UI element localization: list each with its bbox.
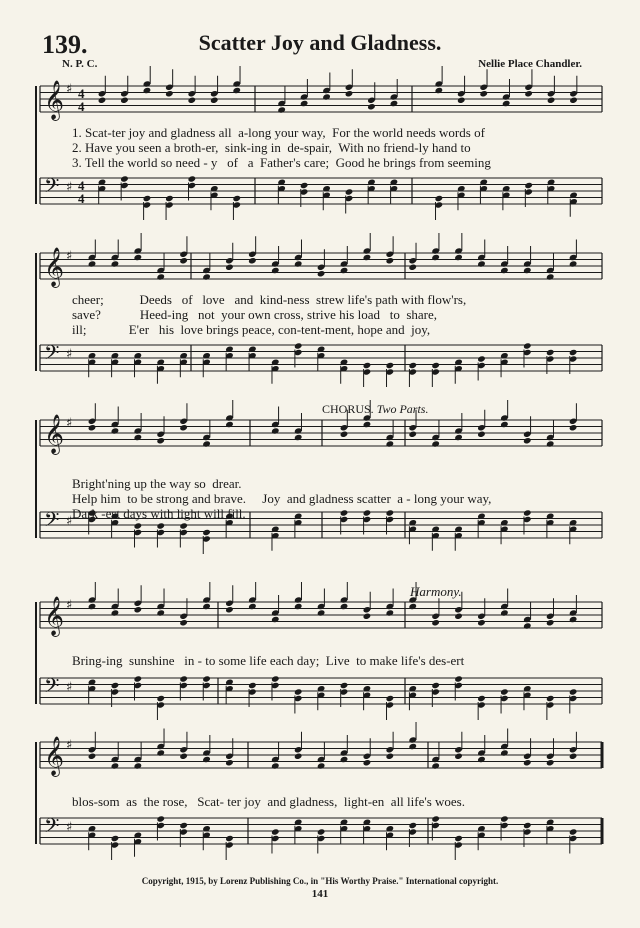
sharp-icon: ♯ (66, 514, 73, 529)
note-head (546, 440, 555, 447)
time-signature: 4 (78, 99, 85, 114)
note-head (367, 103, 376, 110)
note-head (134, 522, 143, 529)
note-head (179, 619, 188, 626)
note-head (431, 440, 440, 447)
note-head (202, 756, 211, 763)
note-head (271, 616, 280, 623)
note-head (120, 175, 129, 182)
lyric-line: 2. Have you seen a broth-er, sink-ing in de-spair, With no friend-ly hand to (72, 140, 471, 155)
note-head (225, 421, 234, 428)
note-head (165, 90, 174, 97)
note-head (363, 421, 372, 428)
note-head (569, 97, 578, 104)
note-head (386, 509, 395, 516)
lyric-line: save? Heed-ing not your own cross, strive his load to share, (72, 307, 438, 322)
note-head (300, 182, 309, 189)
note-head (546, 695, 555, 702)
sharp-icon: ♯ (66, 820, 73, 835)
sharp-icon: ♯ (66, 680, 73, 695)
note-head (88, 603, 97, 610)
note-head (188, 175, 197, 182)
note-head (340, 682, 349, 689)
note-head (502, 100, 511, 107)
bass-clef-icon: 𝄢 (44, 674, 60, 702)
time-signature: 4 (78, 191, 85, 206)
note-head (500, 688, 509, 695)
note-head (225, 759, 234, 766)
lyric-line: Dark -est days with light will fill. (72, 506, 246, 521)
note-head (294, 603, 303, 610)
note-head (179, 522, 188, 529)
note-head (408, 822, 417, 829)
note-head (143, 195, 152, 202)
page-number: 141 (311, 888, 329, 900)
note-head (271, 267, 280, 274)
sharp-icon: ♯ (66, 416, 73, 431)
lyric-line: blos-som as the rose, Scat- ter joy and gladness, light-en all life's woes. (72, 794, 465, 809)
note-head (454, 835, 463, 842)
note-head (88, 424, 97, 431)
note-head (294, 688, 303, 695)
note-head (390, 100, 399, 107)
note-head (271, 828, 280, 835)
lyric-line: 1. Scat-ter joy and gladness all a-long your way, For the world needs words of (72, 125, 485, 140)
note-head (477, 260, 486, 267)
note-head (363, 254, 372, 261)
note-head (111, 682, 120, 689)
note-head (500, 815, 509, 822)
note-head (202, 675, 211, 682)
note-head (386, 753, 395, 760)
note-head (546, 619, 555, 626)
sharp-icon: ♯ (66, 249, 73, 264)
note-head (317, 270, 326, 277)
lyric-line: Bright'ning up the way so drear. (72, 476, 242, 491)
note-head (179, 424, 188, 431)
note-head (363, 362, 372, 369)
note-head (477, 756, 486, 763)
sharp-icon: ♯ (66, 347, 73, 362)
sharp-icon: ♯ (66, 598, 73, 613)
note-head (523, 342, 532, 349)
note-head (524, 182, 533, 189)
bass-clef-icon: 𝄢 (44, 508, 60, 536)
sharp-icon: ♯ (66, 82, 73, 97)
lyric-line: Bring-ing sunshine in - to some life each day; Live to make life's des-ert (72, 653, 465, 668)
note-head (156, 749, 165, 756)
note-head (569, 616, 578, 623)
note-head (248, 603, 257, 610)
note-head (225, 264, 234, 271)
note-head (156, 522, 165, 529)
note-head (88, 753, 97, 760)
note-head (363, 759, 372, 766)
note-head (524, 90, 533, 97)
note-head (477, 619, 486, 626)
note-head (500, 267, 509, 274)
note-head (179, 675, 188, 682)
note-head (202, 603, 211, 610)
note-head (156, 273, 165, 280)
sharp-icon: ♯ (66, 738, 73, 753)
treble-clef-icon: 𝄞 (44, 414, 65, 454)
note-head (202, 273, 211, 280)
note-head (294, 753, 303, 760)
note-head (294, 342, 303, 349)
note-head (408, 264, 417, 271)
note-head (156, 609, 165, 616)
note-head (111, 427, 120, 434)
note-head (179, 822, 188, 829)
note-head (386, 695, 395, 702)
note-head (317, 762, 326, 769)
note-head (156, 695, 165, 702)
note-head (408, 743, 417, 750)
note-head (179, 753, 188, 760)
time-signature: 4 (78, 178, 85, 193)
note-head (340, 267, 349, 274)
note-head (477, 355, 486, 362)
note-head (386, 257, 395, 264)
treble-clef-icon: 𝄞 (44, 736, 65, 776)
note-head (569, 349, 578, 356)
note-head (134, 254, 143, 261)
note-head (111, 260, 120, 267)
note-head (479, 90, 488, 97)
note-head (134, 675, 143, 682)
note-head (408, 362, 417, 369)
note-head (454, 753, 463, 760)
note-head (134, 434, 143, 441)
treble-clef-icon: 𝄞 (44, 247, 65, 287)
note-head (232, 195, 241, 202)
note-head (271, 762, 280, 769)
time-signature: 4 (78, 86, 85, 101)
note-head (345, 188, 354, 195)
harmony-label: Harmony. (410, 584, 462, 599)
note-head (322, 93, 331, 100)
note-head (156, 815, 165, 822)
note-head (134, 762, 143, 769)
note-head (569, 688, 578, 695)
note-head (477, 695, 486, 702)
note-head (340, 756, 349, 763)
note-head (294, 434, 303, 441)
note-head (546, 759, 555, 766)
note-head (569, 424, 578, 431)
note-head (386, 362, 395, 369)
note-head (431, 682, 440, 689)
sharp-icon: ♯ (66, 180, 73, 195)
note-head (120, 97, 129, 104)
note-head (111, 609, 120, 616)
treble-clef-icon: 𝄞 (44, 596, 65, 636)
note-head (317, 828, 326, 835)
note-head (546, 349, 555, 356)
note-head (431, 762, 440, 769)
note-head (435, 195, 444, 202)
note-head (363, 509, 372, 516)
note-head (202, 529, 211, 536)
chorus-parts-label: Two Parts. (376, 402, 429, 416)
note-head (500, 749, 509, 756)
note-head (523, 437, 532, 444)
lyric-line: ill; E'er his love brings peace, con-tent-ment, hope and joy, (72, 322, 431, 337)
note-head (500, 421, 509, 428)
lyric-line: cheer; Deeds of love and kind-ness strew life's path with flow'rs, (72, 292, 467, 307)
note-head (523, 267, 532, 274)
note-head (431, 815, 440, 822)
note-head (500, 609, 509, 616)
note-head (165, 195, 174, 202)
note-head (523, 509, 532, 516)
bass-clef-icon: 𝄢 (44, 174, 60, 202)
note-head (569, 260, 578, 267)
note-head (225, 606, 234, 613)
note-head (457, 97, 466, 104)
note-head (111, 835, 120, 842)
note-head (569, 753, 578, 760)
note-head (300, 100, 309, 107)
note-head (477, 431, 486, 438)
note-head (111, 762, 120, 769)
note-head (188, 97, 197, 104)
note-head (232, 87, 241, 94)
note-head (340, 603, 349, 610)
note-head (386, 609, 395, 616)
note-head (454, 675, 463, 682)
note-head (134, 606, 143, 613)
chorus-label-text: CHORUS. (322, 402, 374, 416)
lyric-line: 3. Tell the world so need - y of a Father's care; Good he brings from seeming (72, 155, 491, 170)
note-head (248, 257, 257, 264)
note-head (98, 97, 107, 104)
note-head (547, 97, 556, 104)
bass-clef-icon: 𝄢 (44, 341, 60, 369)
note-head (431, 619, 440, 626)
treble-clef-icon: 𝄞 (44, 80, 65, 120)
note-head (340, 509, 349, 516)
note-head (454, 613, 463, 620)
note-head (248, 682, 257, 689)
note-head (408, 603, 417, 610)
note-head (546, 273, 555, 280)
note-head (156, 437, 165, 444)
note-head (317, 609, 326, 616)
composer-credit: Nellie Place Chandler. (478, 58, 582, 70)
lyric-line: Help him to be strong and brave. Joy and gladness scatter a - long your way, (72, 491, 492, 506)
note-head (202, 440, 211, 447)
note-head (431, 254, 440, 261)
hymn-title: Scatter Joy and Gladness. (198, 30, 442, 55)
note-head (294, 260, 303, 267)
note-head (225, 835, 234, 842)
note-head (271, 675, 280, 682)
note-head (523, 759, 532, 766)
note-head (386, 440, 395, 447)
note-head (271, 427, 280, 434)
lyricist-credit: N. P. C. (62, 58, 98, 70)
note-head (569, 828, 578, 835)
note-head (523, 622, 532, 629)
note-head (179, 257, 188, 264)
hymn-number: 139. (42, 30, 88, 59)
note-head (408, 431, 417, 438)
bass-clef-icon: 𝄢 (44, 814, 60, 842)
note-head (435, 87, 444, 94)
note-head (210, 97, 219, 104)
note-head (523, 822, 532, 829)
note-head (454, 434, 463, 441)
note-head (431, 362, 440, 369)
note-head (143, 87, 152, 94)
note-head (88, 260, 97, 267)
note-head (363, 613, 372, 620)
chorus-label (322, 402, 428, 417)
note-head (340, 431, 349, 438)
note-head (345, 90, 354, 97)
note-head (454, 254, 463, 261)
note-head (277, 106, 286, 113)
copyright-notice: Copyright, 1915, by Lorenz Publishing Co., in "His Worthy Praise." International copyright. (141, 876, 499, 886)
